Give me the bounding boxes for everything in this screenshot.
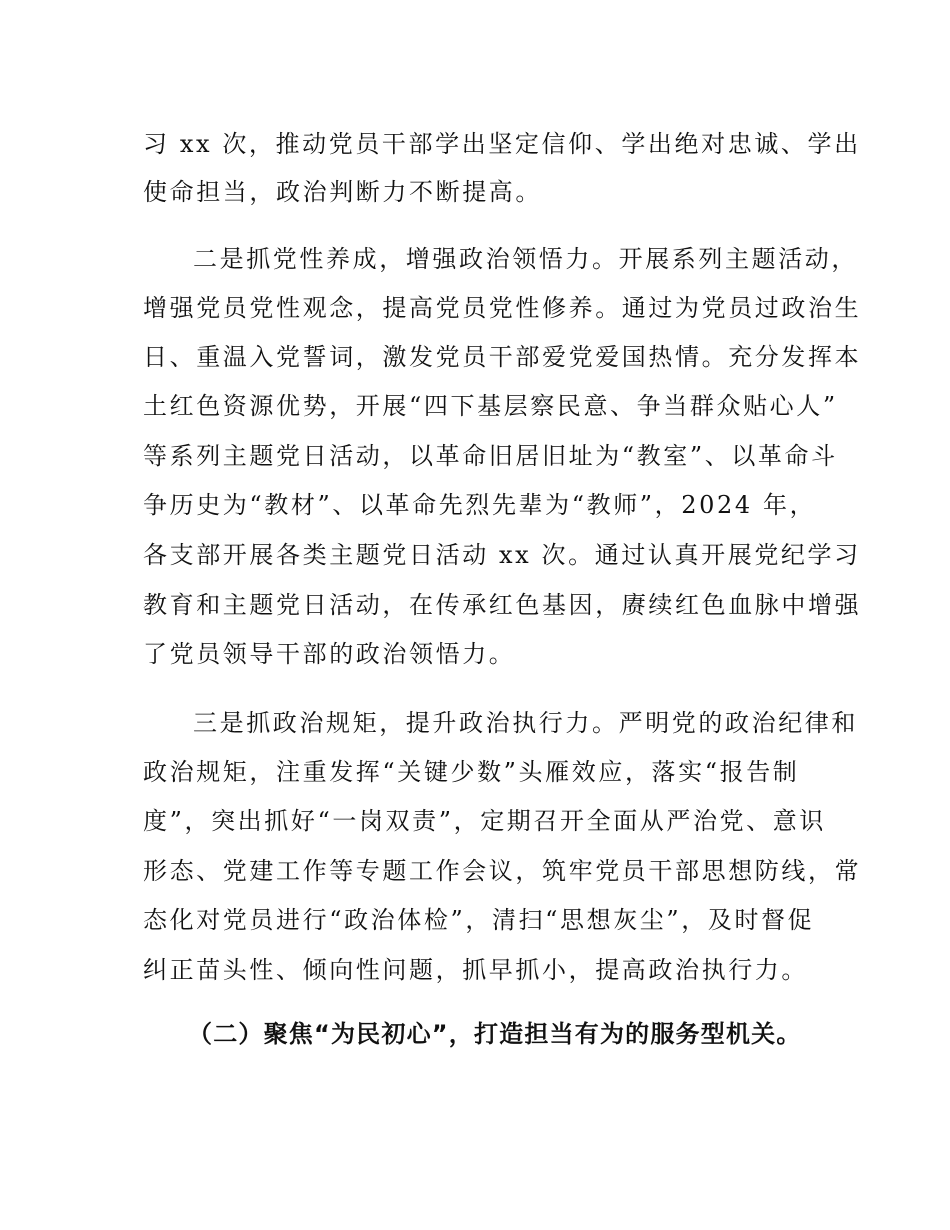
text-line: 政治规矩，注重发挥“关键少数”头雁效应，落实“报告制 — [143, 758, 800, 786]
text-line: 态化对党员进行“政治体检”，清扫“思想灰尘”，及时督促 — [143, 906, 815, 934]
text-line: 争历史为“教材”、以革命先烈先辈为“教师”，2024 年， — [143, 491, 817, 519]
text-line: 等系列主题党日活动，以革命旧居旧址为“教室”、以革命斗 — [143, 442, 838, 470]
text-line: 增强党员党性观念，提高党员党性修养。通过为党员过政治生 — [143, 294, 862, 322]
text-line: 教育和主题党日活动，在传承红色基因，赓续红色血脉中增强 — [143, 591, 862, 619]
text-line: 二是抓党性养成，增强政治领悟力。开展系列主题活动， — [193, 245, 858, 273]
text-line: 习 xx 次，推动党员干部学出坚定信仰、学出绝对忠诚、学出 — [143, 130, 861, 158]
text-line: 日、重温入党誓词，激发党员干部爱党爱国热情。充分发挥本 — [143, 343, 862, 371]
text-line: 三是抓政治规矩，提升政治执行力。严明党的政治纪律和 — [193, 709, 858, 737]
text-line: 形态、党建工作等专题工作会议，筑牢党员干部思想防线，常 — [143, 857, 862, 885]
text-line: 各支部开展各类主题党日活动 xx 次。通过认真开展党纪学习 — [143, 541, 861, 569]
text-line: 纠正苗头性、倾向性问题，抓早抓小，提高政治执行力。 — [143, 956, 808, 984]
text-line: 了党员领导干部的政治领悟力。 — [143, 640, 516, 668]
section-heading: （二）聚焦“为民初心”，打造担当有为的服务型机关。 — [188, 1020, 802, 1048]
text-line: 土红色资源优势，开展“四下基层察民意、争当群众贴心人” — [143, 392, 838, 420]
text-line: 使命担当，政治判断力不断提高。 — [143, 178, 542, 206]
text-line: 度”，突出抓好“一岗双责”，定期召开全面从严治党、意识 — [143, 807, 827, 835]
